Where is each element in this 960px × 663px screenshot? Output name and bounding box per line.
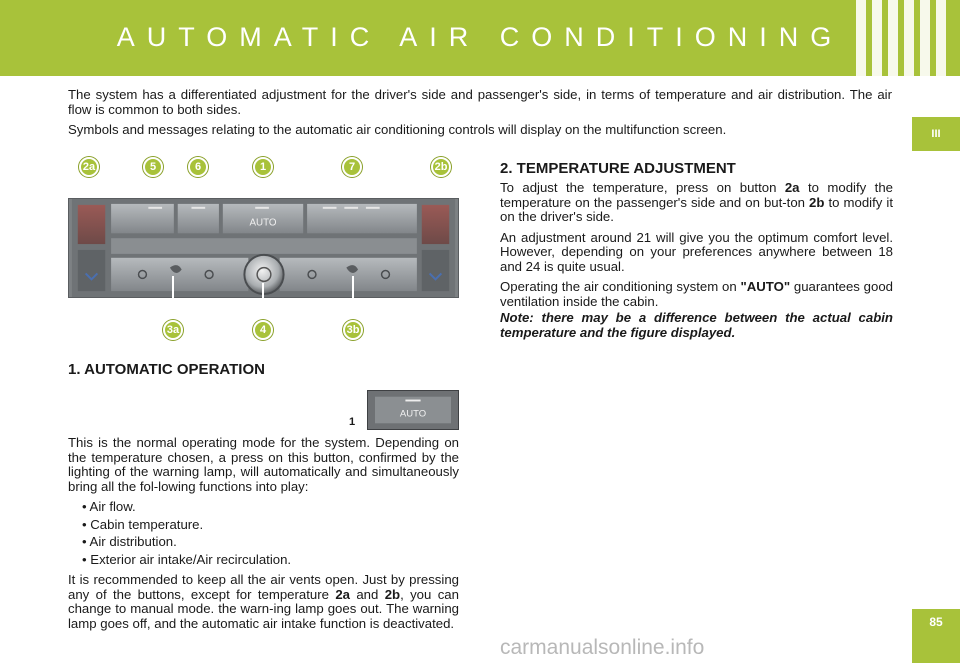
temp-down-right-button[interactable] <box>422 250 449 291</box>
section-heading-temperature-adjustment: 2. TEMPERATURE ADJUSTMENT <box>500 160 736 177</box>
figure-label: 1 <box>349 416 356 428</box>
warning-lamp <box>344 207 358 209</box>
auto-label: AUTO <box>249 217 277 229</box>
header-stripes <box>856 0 946 76</box>
list-item: • Air flow. <box>82 499 136 514</box>
text-run-bold: 2b <box>809 194 825 210</box>
text-run-bold: 2b <box>384 586 401 602</box>
callout-3b: 3b <box>343 320 363 340</box>
defrost-windscreen-button[interactable] <box>111 204 174 233</box>
callout-2a: 2a <box>79 157 99 177</box>
text-run-bold: 2a <box>784 180 800 195</box>
temp-up-right-button[interactable] <box>422 205 449 244</box>
body-paragraph <box>68 573 459 631</box>
warning-lamp <box>191 207 205 209</box>
text-run: and <box>349 586 385 602</box>
text-run: To adjust the temperature, press on button <box>500 180 785 195</box>
warning-lamp <box>148 207 162 209</box>
text-run: , you can change to manual mode. the warn-ing lamp goes out. The warning lamp goes off, and the automatic air intake function is deactivated. <box>68 586 459 631</box>
text-run: It is recommended to keep all the air vents open. Just by pressing any of the buttons, except for temperature <box>68 572 459 602</box>
text-run: to modify it on the driver's side. <box>500 194 893 224</box>
header-stripe <box>872 0 882 76</box>
leader-line <box>172 276 174 320</box>
header-stripe <box>904 0 914 76</box>
list-item: • Cabin temperature. <box>82 516 204 532</box>
function-list <box>68 500 459 567</box>
distribution-right-button[interactable] <box>280 258 417 291</box>
body-paragraph: This is the normal operating mode for the system. Depending on the temperature chosen, a press on this button, confirmed by the lighting of the warning lamp, will automatically and simultaneously bring all the fol-lowing functions into play: <box>68 435 459 494</box>
body-paragraph: An adjustment around 21 will give you the optimum comfort level. However, depending on your preferences anywhere between 18 and 24 is quite usual. <box>500 229 893 274</box>
text-run: to modify the temperature on the passenger's side and on but-ton <box>500 180 893 210</box>
auto-figure-label: AUTO <box>399 408 427 420</box>
text-run: Operating the air conditioning system on <box>500 279 741 294</box>
temperature-adjustment-text <box>500 181 893 346</box>
note-paragraph: Note: there may be a difference between the actual cabin temperature and the figure displayed. <box>500 310 893 340</box>
section-heading-automatic-operation: 1. AUTOMATIC OPERATION <box>68 361 265 378</box>
warning-lamp <box>323 207 337 209</box>
auto-button-figure <box>367 390 459 430</box>
distribution-left-button[interactable] <box>111 258 248 291</box>
chapter-tab: III <box>912 117 960 151</box>
callout-1: 1 <box>253 157 273 177</box>
text-run-bold: "AUTO" <box>740 279 791 294</box>
page-title: AUTOMATIC AIR CONDITIONING <box>116 22 844 52</box>
header-stripe <box>920 0 930 76</box>
intro-paragraph: The system has a differentiated adjustment for the driver's side and passenger's side, in terms of temperature and air distribution. The air flow is common to both sides. <box>68 87 892 117</box>
body-paragraph <box>500 181 893 225</box>
page-header <box>0 0 960 76</box>
callout-6: 6 <box>188 157 208 177</box>
callout-5: 5 <box>143 157 163 177</box>
automatic-operation-text <box>68 436 459 637</box>
intro-text <box>68 88 892 144</box>
leader-line <box>262 283 264 320</box>
text-run-bold: 2a <box>335 586 350 602</box>
callout-3a: 3a <box>163 320 183 340</box>
intro-paragraph: Symbols and messages relating to the automatic air conditioning controls will display on the multifunction screen. <box>68 122 727 137</box>
text-run: guarantees good ventilation inside the cabin. <box>500 279 893 309</box>
warning-lamp <box>366 207 380 209</box>
watermark: carmanualsonline.info <box>500 636 705 659</box>
warning-lamp <box>255 207 269 209</box>
body-paragraph <box>500 280 893 309</box>
leader-line <box>352 276 354 320</box>
temp-up-left-button[interactable] <box>78 205 105 244</box>
callout-7: 7 <box>342 157 362 177</box>
list-item: • Air distribution. <box>82 534 177 549</box>
header-stripe <box>936 0 946 76</box>
warning-lamp <box>405 400 420 402</box>
callout-2b: 2b <box>431 157 451 177</box>
header-stripe <box>888 0 898 76</box>
temp-down-left-button[interactable] <box>78 250 105 291</box>
callout-4: 4 <box>253 320 273 340</box>
list-item: • Exterior air intake/Air recirculation. <box>82 551 292 567</box>
header-stripe <box>856 0 866 76</box>
page-number: 85 <box>912 609 960 663</box>
